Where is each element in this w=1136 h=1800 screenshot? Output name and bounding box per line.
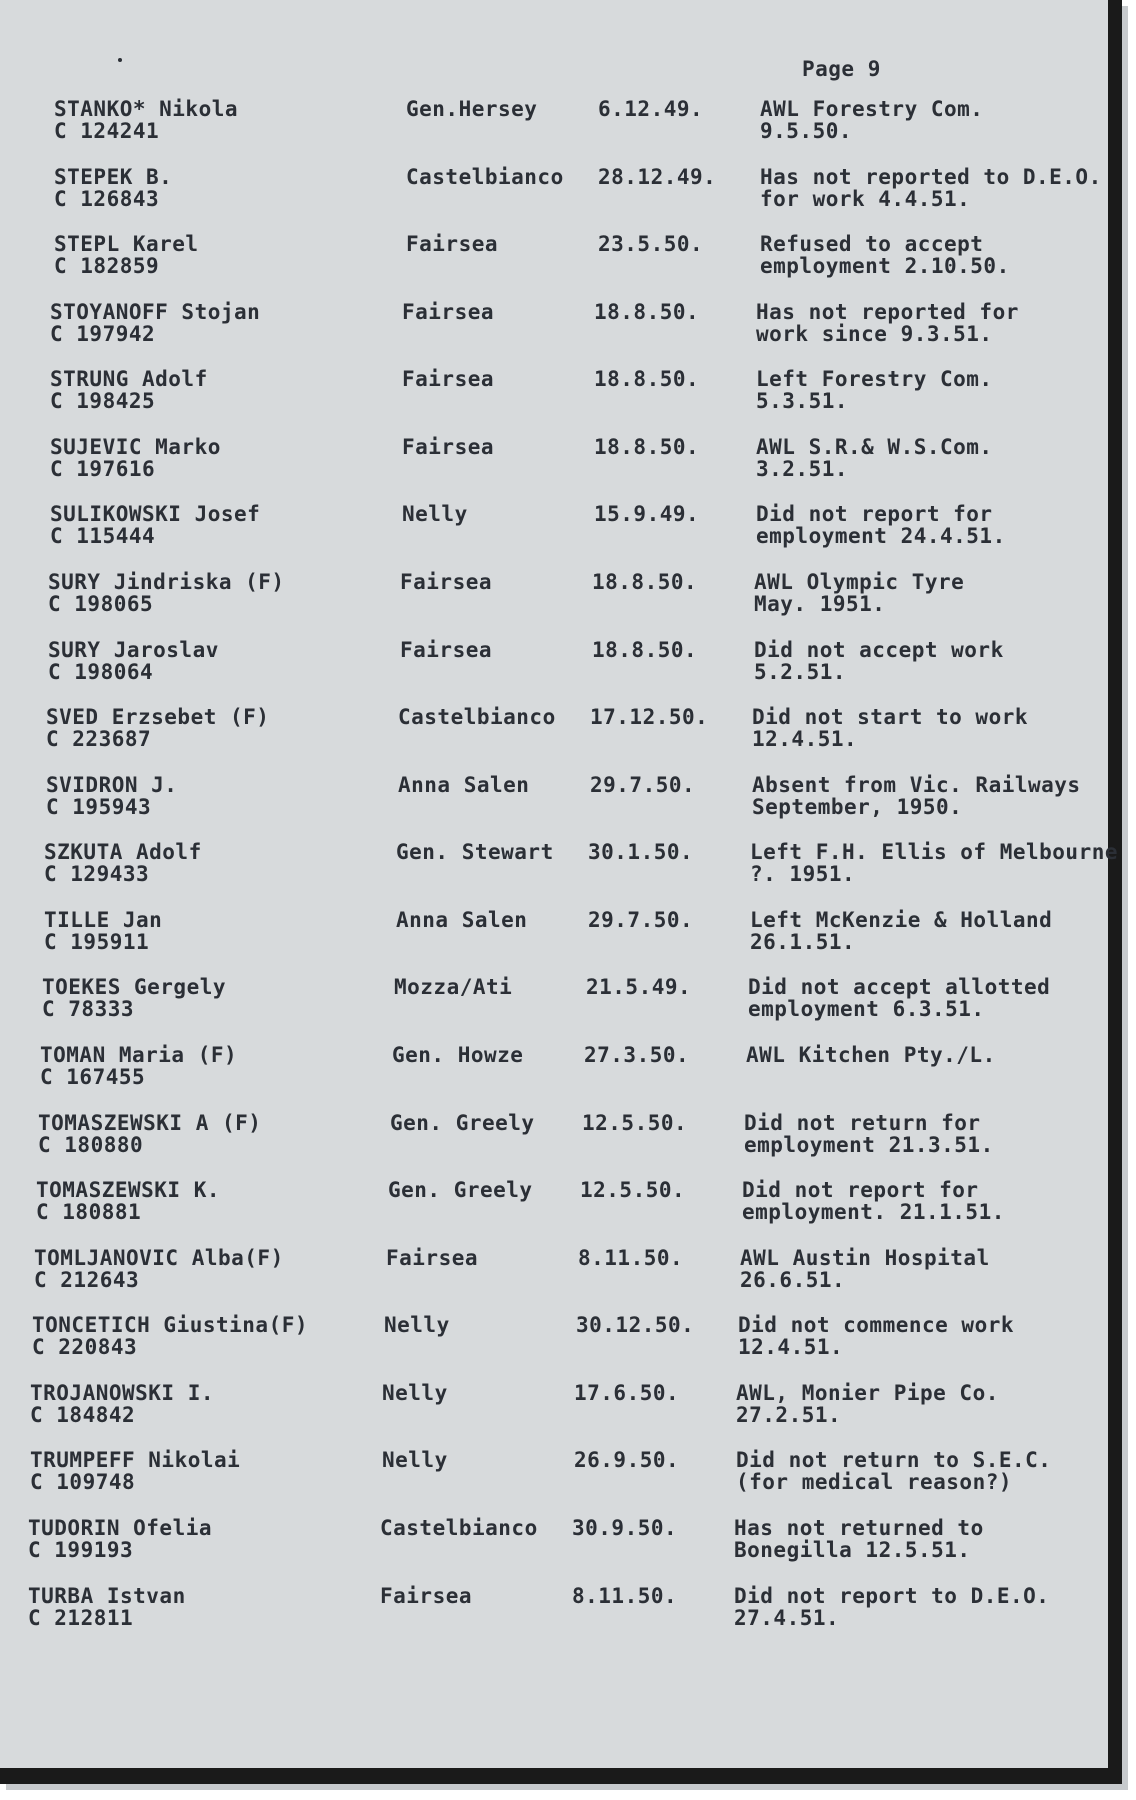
record-ship: Castelbianco bbox=[406, 165, 564, 189]
record-note-line: for work 4.4.51. bbox=[760, 187, 971, 211]
record-note-line: Has not returned to bbox=[734, 1516, 984, 1540]
record-ship: Fairsea bbox=[400, 638, 493, 662]
record-arrival-date: 8.11.50. bbox=[572, 1584, 678, 1608]
record-arrival-date: 30.9.50. bbox=[572, 1516, 678, 1540]
record-ship: Fairsea bbox=[400, 570, 493, 594]
record-note-line: Did not accept allotted bbox=[748, 975, 1051, 999]
record-ship: Castelbianco bbox=[398, 705, 556, 729]
record-note-line: Left Forestry Com. bbox=[756, 367, 993, 391]
record-note-line: Has not reported for bbox=[756, 300, 1019, 324]
record-note-line: AWL Olympic Tyre bbox=[754, 570, 965, 594]
record-arrival-date: 17.12.50. bbox=[590, 705, 709, 729]
record-note-line: AWL Kitchen Pty./L. bbox=[746, 1043, 996, 1067]
record-row bbox=[0, 639, 1122, 699]
record-row bbox=[0, 98, 1122, 158]
record-arrival-date: 18.8.50. bbox=[594, 367, 700, 391]
record-ship: Fairsea bbox=[380, 1584, 473, 1608]
record-name: TROJANOWSKI I. bbox=[30, 1381, 215, 1405]
record-note-line: employment 6.3.51. bbox=[748, 997, 985, 1021]
record-number: C 212643 bbox=[34, 1268, 140, 1292]
record-arrival-date: 27.3.50. bbox=[584, 1043, 690, 1067]
record-row bbox=[0, 1179, 1122, 1239]
record-arrival-date: 6.12.49. bbox=[598, 97, 704, 121]
record-number: C 197942 bbox=[50, 322, 156, 346]
record-name: TOMASZEWSKI A (F) bbox=[38, 1111, 262, 1135]
record-number: C 198065 bbox=[48, 592, 154, 616]
record-number: C 198425 bbox=[50, 389, 156, 413]
record-number: C 182859 bbox=[54, 254, 160, 278]
record-row bbox=[0, 301, 1122, 361]
record-arrival-date: 30.1.50. bbox=[588, 840, 694, 864]
record-row bbox=[0, 1247, 1122, 1307]
record-number: C 195911 bbox=[44, 930, 150, 954]
record-number: C 180881 bbox=[36, 1200, 142, 1224]
record-name: TOMAN Maria (F) bbox=[40, 1043, 238, 1067]
record-row bbox=[0, 909, 1122, 969]
scan-edge-bottom bbox=[0, 1768, 1122, 1784]
record-note-line: AWL Austin Hospital bbox=[740, 1246, 990, 1270]
record-note-line: 12.4.51. bbox=[738, 1335, 844, 1359]
record-note-line: employment 24.4.51. bbox=[756, 524, 1006, 548]
record-name: STOYANOFF Stojan bbox=[50, 300, 261, 324]
record-row bbox=[0, 571, 1122, 631]
record-note-line: Did not accept work bbox=[754, 638, 1004, 662]
record-note-line: Has not reported to D.E.O. bbox=[760, 165, 1102, 189]
record-number: C 126843 bbox=[54, 187, 160, 211]
record-name: TURBA Istvan bbox=[28, 1584, 186, 1608]
record-number: C 197616 bbox=[50, 457, 156, 481]
record-arrival-date: 29.7.50. bbox=[590, 773, 696, 797]
record-number: C 109748 bbox=[30, 1470, 136, 1494]
record-note-line: Bonegilla 12.5.51. bbox=[734, 1538, 971, 1562]
record-row bbox=[0, 166, 1122, 226]
record-name: SURY Jindriska (F) bbox=[48, 570, 285, 594]
record-row bbox=[0, 841, 1122, 901]
record-ship: Fairsea bbox=[402, 435, 495, 459]
record-note-line: employment 2.10.50. bbox=[760, 254, 1010, 278]
record-ship: Gen. Greely bbox=[390, 1111, 535, 1135]
record-note-line: 3.2.51. bbox=[756, 457, 849, 481]
record-arrival-date: 29.7.50. bbox=[588, 908, 694, 932]
record-name: STRUNG Adolf bbox=[50, 367, 208, 391]
record-row bbox=[0, 1382, 1122, 1442]
record-ship: Castelbianco bbox=[380, 1516, 538, 1540]
record-number: C 184842 bbox=[30, 1403, 136, 1427]
record-ship: Fairsea bbox=[386, 1246, 479, 1270]
record-note-line: employment. 21.1.51. bbox=[742, 1200, 1005, 1224]
record-number: C 220843 bbox=[32, 1335, 138, 1359]
record-note-line: AWL Forestry Com. bbox=[760, 97, 984, 121]
record-arrival-date: 28.12.49. bbox=[598, 165, 717, 189]
record-row bbox=[0, 1044, 1122, 1104]
record-name: TRUMPEFF Nikolai bbox=[30, 1448, 241, 1472]
record-note-line: 27.4.51. bbox=[734, 1606, 840, 1630]
record-row bbox=[0, 1449, 1122, 1509]
record-row bbox=[0, 436, 1122, 496]
record-note-line: Did not report for bbox=[756, 502, 993, 526]
record-ship: Anna Salen bbox=[396, 908, 528, 932]
record-name: STEPL Karel bbox=[54, 232, 199, 256]
record-name: TONCETICH Giustina(F) bbox=[32, 1313, 309, 1337]
record-arrival-date: 30.12.50. bbox=[576, 1313, 695, 1337]
record-ship: Mozza/Ati bbox=[394, 975, 513, 999]
record-number: C 167455 bbox=[40, 1065, 146, 1089]
record-note-line: Refused to accept bbox=[760, 232, 984, 256]
record-arrival-date: 12.5.50. bbox=[582, 1111, 688, 1135]
record-row bbox=[0, 706, 1122, 766]
record-note-line: Did not commence work bbox=[738, 1313, 1015, 1337]
record-number: C 212811 bbox=[28, 1606, 134, 1630]
record-name: SURY Jaroslav bbox=[48, 638, 219, 662]
record-note-line: work since 9.3.51. bbox=[756, 322, 993, 346]
record-name: TOMASZEWSKI K. bbox=[36, 1178, 221, 1202]
record-arrival-date: 18.8.50. bbox=[592, 570, 698, 594]
record-note-line: May. 1951. bbox=[754, 592, 886, 616]
record-note-line: Did not return for bbox=[744, 1111, 981, 1135]
record-note-line: 5.3.51. bbox=[756, 389, 849, 413]
record-note-line: September, 1950. bbox=[752, 795, 963, 819]
record-ship: Anna Salen bbox=[398, 773, 530, 797]
record-ship: Nelly bbox=[384, 1313, 450, 1337]
record-name: TOEKES Gergely bbox=[42, 975, 227, 999]
record-ship: Gen. Howze bbox=[392, 1043, 524, 1067]
record-note-line: (for medical reason?) bbox=[736, 1470, 1013, 1494]
record-ship: Gen. Stewart bbox=[396, 840, 554, 864]
record-name: SVIDRON J. bbox=[46, 773, 178, 797]
record-name: TILLE Jan bbox=[44, 908, 163, 932]
record-arrival-date: 8.11.50. bbox=[578, 1246, 684, 1270]
record-note-line: Left F.H. Ellis of Melbourne bbox=[750, 840, 1119, 864]
record-number: C 124241 bbox=[54, 119, 160, 143]
record-name: SVED Erzsebet (F) bbox=[46, 705, 270, 729]
record-ship: Nelly bbox=[402, 502, 468, 526]
record-note-line: 27.2.51. bbox=[736, 1403, 842, 1427]
record-note-line: Did not report to D.E.O. bbox=[734, 1584, 1050, 1608]
page-number: Page 9 bbox=[802, 57, 881, 81]
record-row bbox=[0, 1314, 1122, 1374]
record-number: C 78333 bbox=[42, 997, 135, 1021]
record-row bbox=[0, 1585, 1122, 1645]
record-number: C 195943 bbox=[46, 795, 152, 819]
record-name: TUDORIN Ofelia bbox=[28, 1516, 213, 1540]
record-ship: Gen. Greely bbox=[388, 1178, 533, 1202]
record-row bbox=[0, 976, 1122, 1036]
record-name: TOMLJANOVIC Alba(F) bbox=[34, 1246, 284, 1270]
record-ship: Nelly bbox=[382, 1448, 448, 1472]
record-note-line: AWL S.R.& W.S.Com. bbox=[756, 435, 993, 459]
record-ship: Nelly bbox=[382, 1381, 448, 1405]
record-ship: Fairsea bbox=[402, 367, 495, 391]
record-row bbox=[0, 1112, 1122, 1172]
record-note-line: ?. 1951. bbox=[750, 862, 856, 886]
record-ship: Fairsea bbox=[406, 232, 499, 256]
record-arrival-date: 15.9.49. bbox=[594, 502, 700, 526]
record-arrival-date: 23.5.50. bbox=[598, 232, 704, 256]
record-row bbox=[0, 774, 1122, 834]
record-number: C 198064 bbox=[48, 660, 154, 684]
record-ship: Fairsea bbox=[402, 300, 495, 324]
record-ship: Gen.Hersey bbox=[406, 97, 538, 121]
record-name: STEPEK B. bbox=[54, 165, 173, 189]
record-name: STANKO* Nikola bbox=[54, 97, 239, 121]
record-arrival-date: 26.9.50. bbox=[574, 1448, 680, 1472]
record-name: SUJEVIC Marko bbox=[50, 435, 221, 459]
record-row bbox=[0, 233, 1122, 293]
record-row bbox=[0, 503, 1122, 563]
record-number: C 180880 bbox=[38, 1133, 144, 1157]
record-note-line: Did not return to S.E.C. bbox=[736, 1448, 1052, 1472]
record-note-line: 26.6.51. bbox=[740, 1268, 846, 1292]
record-number: C 223687 bbox=[46, 727, 152, 751]
record-arrival-date: 21.5.49. bbox=[586, 975, 692, 999]
record-arrival-date: 18.8.50. bbox=[592, 638, 698, 662]
record-note-line: Did not report for bbox=[742, 1178, 979, 1202]
record-note-line: Absent from Vic. Railways bbox=[752, 773, 1081, 797]
record-number: C 129433 bbox=[44, 862, 150, 886]
record-row bbox=[0, 1517, 1122, 1577]
record-name: SZKUTA Adolf bbox=[44, 840, 202, 864]
record-row bbox=[0, 368, 1122, 428]
record-note-line: AWL, Monier Pipe Co. bbox=[736, 1381, 999, 1405]
record-note-line: 26.1.51. bbox=[750, 930, 856, 954]
record-name: SULIKOWSKI Josef bbox=[50, 502, 261, 526]
record-note-line: employment 21.3.51. bbox=[744, 1133, 994, 1157]
record-note-line: 9.5.50. bbox=[760, 119, 853, 143]
record-arrival-date: 12.5.50. bbox=[580, 1178, 686, 1202]
record-note-line: Did not start to work bbox=[752, 705, 1029, 729]
record-note-line: Left McKenzie & Holland bbox=[750, 908, 1053, 932]
record-arrival-date: 18.8.50. bbox=[594, 435, 700, 459]
record-note-line: 12.4.51. bbox=[752, 727, 858, 751]
record-arrival-date: 18.8.50. bbox=[594, 300, 700, 324]
record-number: C 115444 bbox=[50, 524, 156, 548]
stray-mark bbox=[118, 58, 122, 62]
record-number: C 199193 bbox=[28, 1538, 134, 1562]
record-arrival-date: 17.6.50. bbox=[574, 1381, 680, 1405]
record-note-line: 5.2.51. bbox=[754, 660, 847, 684]
